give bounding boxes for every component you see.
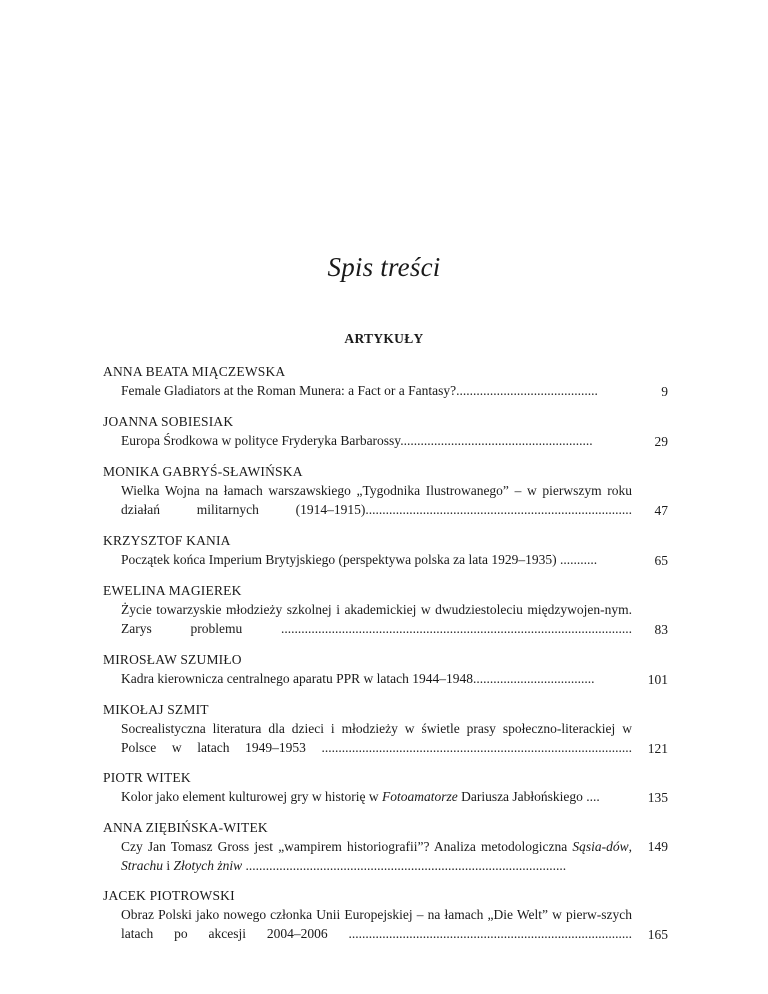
toc-leader-dots: ............................................................................... bbox=[365, 502, 632, 517]
toc-leader-dots: ........... bbox=[556, 552, 598, 567]
toc-leader-dots: .......................................... bbox=[456, 383, 598, 398]
toc-title-segment: i bbox=[163, 858, 174, 873]
toc-title-segment: Kadra kierownicza centralnego aparatu PPR w latach 1944–1948 bbox=[121, 671, 474, 686]
toc-leader-dots: ......................................................... bbox=[400, 433, 593, 448]
toc-leader-dots: ........................................................................................................ bbox=[242, 621, 632, 636]
toc-page-number: 29 bbox=[654, 434, 668, 449]
toc-page-number: 135 bbox=[647, 790, 668, 805]
toc-title-segment: Obraz Polski jako nowego członka Unii Europejskiej – na łamach „Die Welt” w pierw-szych latach po akcesji 2004–2006 bbox=[121, 907, 632, 941]
toc-body bbox=[121, 837, 668, 875]
toc-author: JOANNA SOBIESIAK bbox=[103, 414, 234, 429]
toc-body bbox=[121, 600, 668, 638]
toc-leader-dots: ............................................................................................... bbox=[242, 858, 567, 873]
toc-title-segment: Female Gladiators at the Roman Munera: a Fact or a Fantasy? bbox=[121, 383, 457, 398]
toc-author: MONIKA GABRYŚ-SŁAWIŃSKA bbox=[103, 464, 303, 479]
toc-author: ANNA BEATA MIĄCZEWSKA bbox=[103, 364, 286, 379]
toc-title-segment: , bbox=[628, 839, 632, 854]
toc-entry bbox=[103, 701, 668, 757]
toc-title bbox=[121, 481, 632, 519]
toc-entry bbox=[103, 582, 668, 638]
toc-leader-dots: ............................................................................................ bbox=[305, 740, 633, 755]
toc-title bbox=[121, 381, 632, 400]
toc-title bbox=[121, 837, 632, 875]
toc-title-segment: Wielka Wojna na łamach warszawskiego „Tygodnika Ilustrowanego” – w pierwszym roku działań militarnych (1914–1915) bbox=[121, 483, 632, 517]
toc-body bbox=[121, 719, 668, 757]
section-heading: ARTYKUŁY bbox=[344, 331, 424, 346]
toc-title-segment: Życie towarzyskie młodzieży szkolnej i akademickiej w dwudziestoleciu międzywojen-nym. Zarys problemu bbox=[121, 602, 632, 636]
toc-body bbox=[121, 381, 668, 400]
toc-page-number: 149 bbox=[647, 839, 668, 854]
toc-title-segment: Strachu bbox=[121, 858, 163, 873]
toc-entry bbox=[103, 887, 668, 943]
toc-title bbox=[121, 669, 632, 688]
toc-title-segment: Kolor jako element kulturowej gry w historię w bbox=[121, 789, 382, 804]
toc-page-number: 65 bbox=[654, 553, 668, 568]
toc-title-segment: Europa Środkowa w polityce Fryderyka Barbarossy bbox=[121, 433, 401, 448]
toc-page-number: 101 bbox=[647, 672, 668, 687]
toc-entry bbox=[103, 463, 668, 519]
toc-body bbox=[121, 905, 668, 943]
toc-title-segment: Początek końca Imperium Brytyjskiego (perspektywa polska za lata 1929–1935) bbox=[121, 552, 557, 567]
toc-page-number: 165 bbox=[647, 927, 668, 942]
toc-title bbox=[121, 600, 632, 638]
toc-body bbox=[121, 481, 668, 519]
toc-body bbox=[121, 787, 668, 806]
toc-title bbox=[121, 719, 632, 757]
toc-page-number: 9 bbox=[661, 384, 668, 399]
toc-author: MIROSŁAW SZUMIŁO bbox=[103, 652, 242, 667]
toc-title bbox=[121, 905, 632, 943]
toc-entry bbox=[103, 651, 668, 688]
toc-title bbox=[121, 787, 632, 806]
toc-title-segment: Fotoamatorze bbox=[381, 789, 458, 804]
toc-title-segment: Dariusza Jabłońskiego bbox=[457, 789, 583, 804]
toc-author: ANNA ZIĘBIŃSKA-WITEK bbox=[103, 820, 268, 835]
toc-body bbox=[121, 550, 668, 569]
toc-body bbox=[121, 669, 668, 688]
toc-page-number: 83 bbox=[654, 622, 668, 637]
toc-leader-dots: .................................................................................... bbox=[327, 926, 632, 941]
toc-title-segment: Sąsia-dów bbox=[572, 839, 629, 854]
toc-title bbox=[121, 431, 632, 450]
toc-leader-dots: .... bbox=[582, 789, 600, 804]
toc-author: KRZYSZTOF KANIA bbox=[103, 533, 231, 548]
toc-author: MIKOŁAJ SZMIT bbox=[103, 702, 209, 717]
toc-entry bbox=[103, 819, 668, 875]
toc-body bbox=[121, 431, 668, 450]
toc-author: EWELINA MAGIEREK bbox=[103, 583, 242, 598]
toc-leader-dots: .................................... bbox=[473, 671, 595, 686]
toc-entry bbox=[103, 532, 668, 569]
toc-title-segment: Czy Jan Tomasz Gross jest „wampirem historiografii”? Analiza metodologiczna bbox=[121, 839, 573, 854]
toc-entry bbox=[103, 769, 668, 806]
toc-title bbox=[121, 550, 632, 569]
toc-page-number: 47 bbox=[654, 503, 668, 518]
toc-title-segment: Złotych żniw bbox=[173, 858, 243, 873]
toc-entry bbox=[103, 363, 668, 400]
toc-page-number: 121 bbox=[647, 741, 668, 756]
toc-author: JACEK PIOTROWSKI bbox=[103, 888, 235, 903]
toc-entry bbox=[103, 413, 668, 450]
toc-author: PIOTR WITEK bbox=[103, 770, 191, 785]
page-title: Spis treści bbox=[327, 252, 441, 282]
toc-title-segment: Socrealistyczna literatura dla dzieci i młodzieży w świetle prasy społeczno-literackiej w Polsce w latach 1949–1953 bbox=[121, 721, 632, 755]
